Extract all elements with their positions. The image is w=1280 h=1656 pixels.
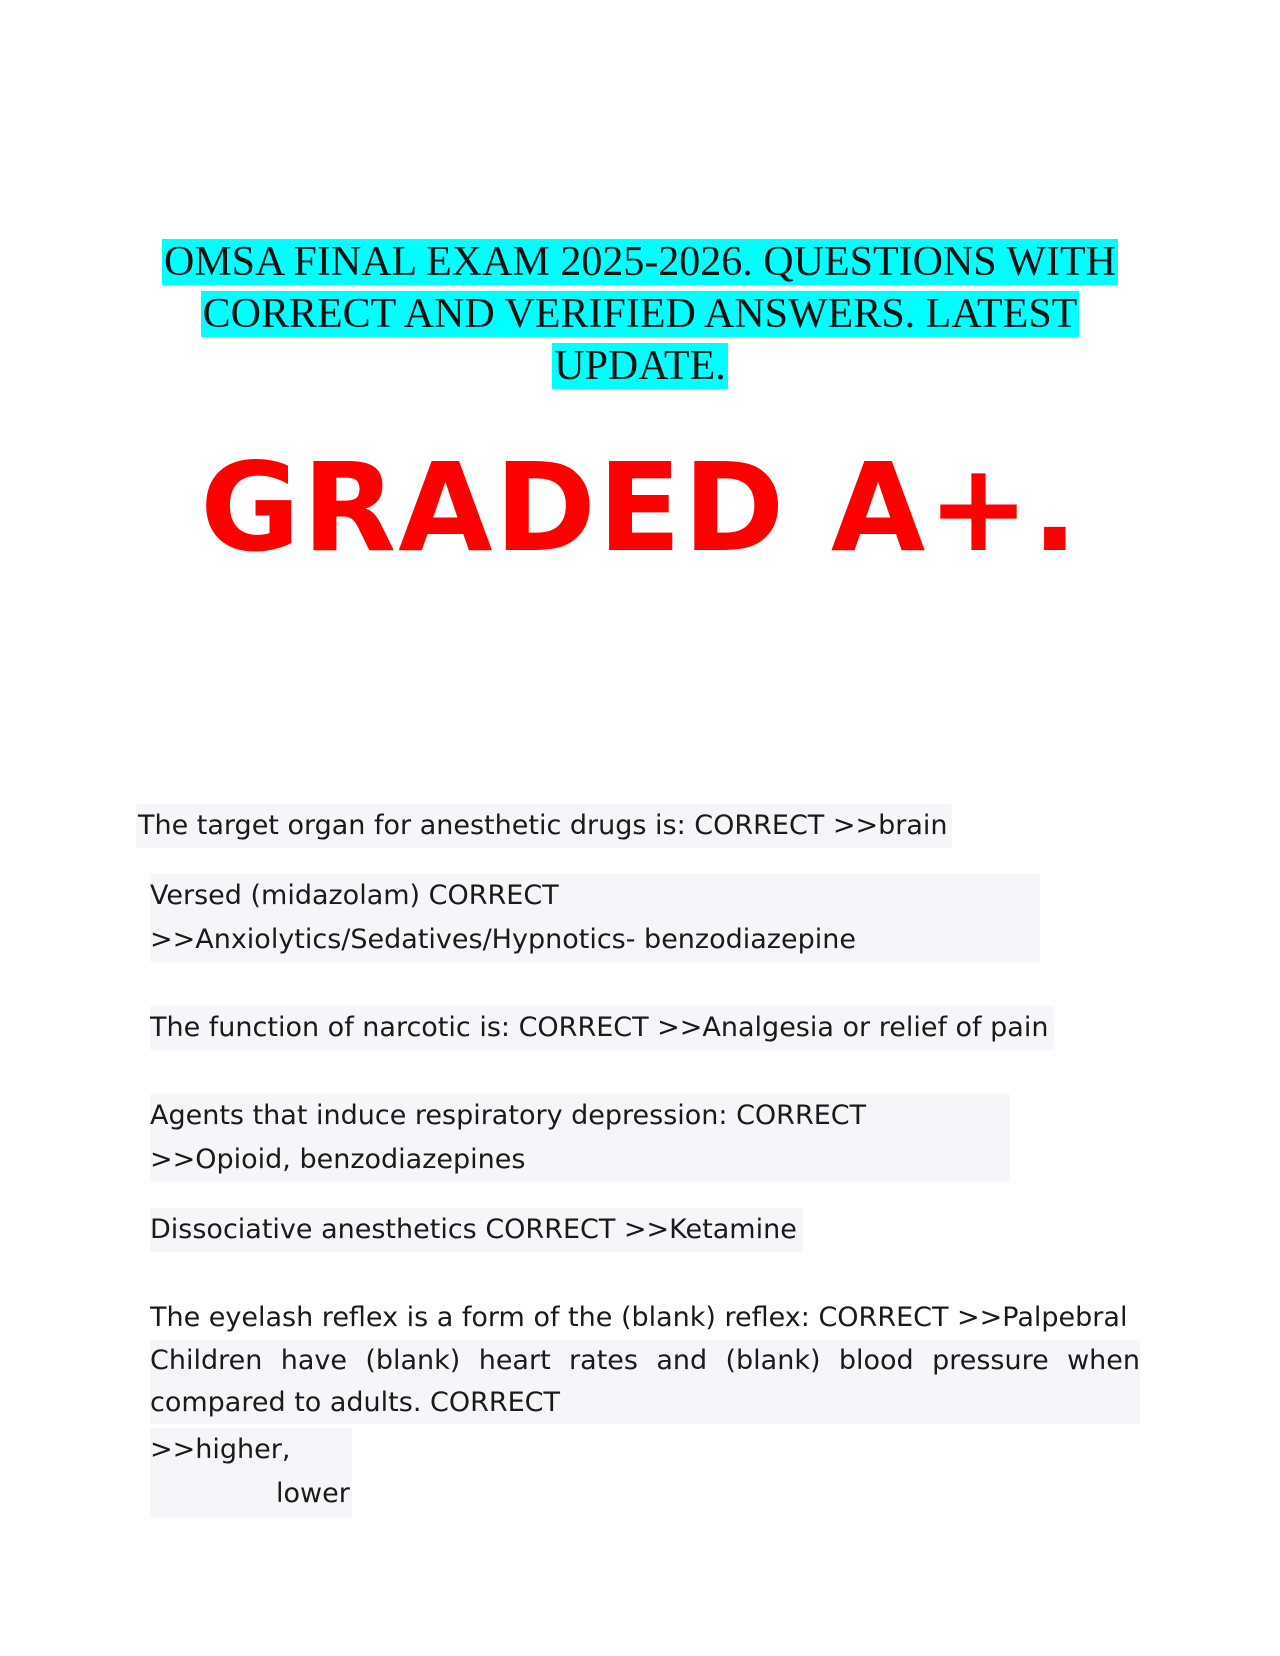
- document-title: [0, 236, 1280, 392]
- question-2: Versed (midazolam) CORRECT >>Anxiolytics/Sedatives/Hypnotics- benzodiazepine: [150, 874, 1040, 962]
- question-7: Children have (blank) heart rates and (blank) blood pressure when compared to adults. CORRECT: [150, 1340, 1140, 1424]
- question-6: The eyelash reflex is a form of the (blank) reflex: CORRECT >>Palpebral: [150, 1302, 1128, 1333]
- title-line-1: OMSA FINAL EXAM 2025-2026. QUESTIONS WITH: [164, 239, 1116, 285]
- answer-line-1: >>higher,: [150, 1434, 291, 1465]
- question-3: The function of narcotic is: CORRECT >>Analgesia or relief of pain: [150, 1006, 1054, 1050]
- title-line-3: UPDATE.: [554, 343, 726, 389]
- question-1: The target organ for anesthetic drugs is: CORRECT >>brain: [136, 804, 952, 848]
- question-7-answer: [150, 1428, 352, 1518]
- question-4: Agents that induce respiratory depression: CORRECT >>Opioid, benzodiazepines: [150, 1094, 1010, 1182]
- grade-heading: GRADED A+.: [200, 437, 1080, 579]
- question-5: Dissociative anesthetics CORRECT >>Ketamine: [150, 1208, 803, 1252]
- title-line-2: CORRECT AND VERIFIED ANSWERS. LATEST: [202, 291, 1078, 337]
- answer-line-2: lower: [276, 1478, 350, 1509]
